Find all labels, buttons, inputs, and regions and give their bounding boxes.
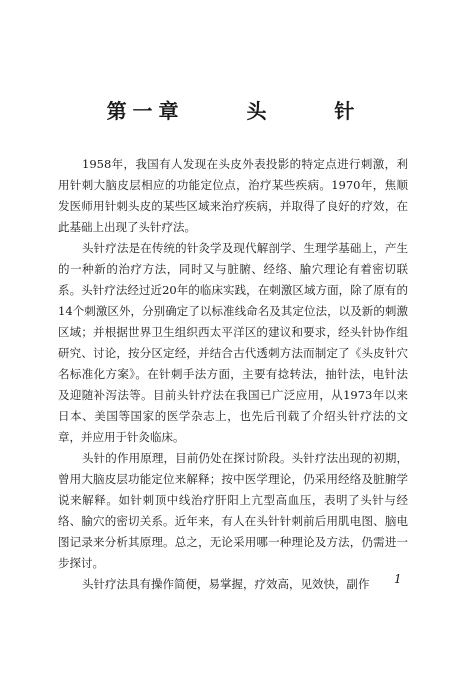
paragraph-2: 头针疗法是在传统的针灸学及现代解剖学、生理学基础上，产生的一种新的治疗方法，同时又与脏腑、经络、腧穴理论有着密切联系。头针疗法经过近20年的临床实践，在刺激区域方面，除了原有的14个刺激区外，分别确定了以标准线命名及其定位法，以及新的刺激区域；并根据世界卫生组织西太平洋区的建议和要求，经头针协作组研究、讨论，按分区定经，并结合古代透刺方法而制定了《头皮针穴名标准化方案》。在针刺手法方面，主要有捻转法，抽针法，电针法及迎随补泻法等。目前头针疗法在我国已广泛应用，从1973年以来日本、美国等国家的医学杂志上，也先后刊载了介绍头针疗法的文章，并应用于针灸临床。 [58,241,408,444]
paragraph-4: 头针疗法具有操作简便，易掌握，疗效高，见效快，副作 [82,577,370,591]
paragraph-3: 头针的作用原理，目前仍处在探讨阶段。头针疗法出现的初期，曾用大脑皮层功能定位来解释；按中医学理论，仍采用经络及脏腑学说来解释。如针刺顶中线治疗肝阳上亢型高血压，表明了头针与经络、腧穴的密切关系。近年来，有人在头针针刺前后用肌电图、脑电图记录来分析其原理。总之，无论采用哪一种理论及方法，仍需进一步探讨。 [58,451,408,570]
page-number: 1 [394,572,402,586]
chapter-title: 第一章 头 针 [106,99,361,123]
body-text [58,154,408,595]
paragraph-1: 1958年，我国有人发现在头皮外表投影的特定点进行刺激，利用针刺大脑皮层相应的功能定位点，治疗某些疾病。1970年，焦顺发医师用针刺头皮的某些区域来治疗疾病，并取得了良好的疗效，在此基础上出现了头针疗法。 [58,157,408,234]
